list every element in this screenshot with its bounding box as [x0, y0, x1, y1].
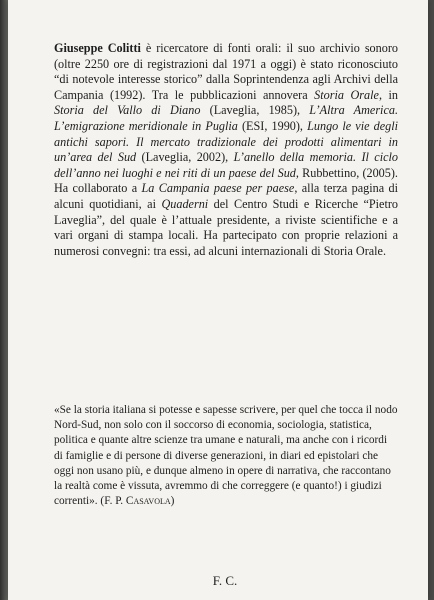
quote-text: «Se la storia italiana si potesse e sapesse scrivere, per quel che tocca il nodo Nord-Sud, non solo con il soccorso di economia, sociologia, statistica, politica e quante altre scienze tra umane e naturali, ma anche con i ricordi di famiglie e di persone di diverse generazioni, in diari ed epistolari che oggi non usano più, e dunque almeno in opere di narrativa, che raccontano la realtà come è vissuta, avremmo di che correggere (e quanto!) i giudizi correnti». [54, 404, 398, 508]
biography-title-italic: Lungo le vie degli antichi sapori. Il mercato tradizionale dei prodotti alimentari in un’area del Sud [54, 118, 398, 165]
author-name: Giuseppe Colitti [54, 41, 141, 55]
quote-attribution-open: (F. P. [97, 495, 126, 508]
author-biography [54, 41, 398, 259]
signature-initials: F. C. [212, 573, 238, 588]
biography-text-run: del Centro Studi e Ricerche “Pietro Laveglia”, del quale è l’attuale presidente, a riviste scientifiche e a vari organi di stampa locali. Ha partecipato con proprie relazioni a numerosi convegni: tra essi, ad alcuni internazionali di Storia Orale. [54, 196, 398, 258]
biography-text-run: (Laveglia, 1985), [200, 103, 310, 118]
biography-text-run: , alla terza pagina di alcuni quotidiani, ai [54, 181, 398, 211]
epigraph-quote [54, 403, 398, 509]
book-back-cover [8, 0, 428, 600]
biography-text-run: , in [378, 87, 398, 102]
biography-title-italic: La Campania paese per paese [141, 181, 295, 196]
biography-text [54, 41, 398, 258]
quote-author: Casavola [125, 495, 171, 508]
biography-title-italic: Storia Orale [314, 87, 379, 102]
biography-text-run: (ESI, 1990), [237, 118, 308, 133]
biography-title-italic: Storia del Vallo di Diano [54, 103, 201, 118]
quote-attribution-close: ) [170, 495, 175, 508]
biography-text-run: (Laveglia, 2002), [136, 150, 234, 165]
biography-title-italic: L’Altra America. L’emigrazione meridionale in Puglia [54, 103, 398, 133]
biography-text-run: , Rubbettino, (2005). Ha collaborato a [54, 165, 398, 196]
book-spine-shadow [0, 0, 8, 600]
biography-title-italic: L’anello della memoria. Il ciclo dell’anno nei luoghi e nei riti di un paese del Sud [54, 150, 398, 180]
biography-title-italic: Quaderni [161, 196, 209, 211]
biography-text-run: è ricercatore di fonti orali: il suo archivio sonoro (oltre 2250 ore di registrazioni dal 1971 a oggi) è stato riconosciuto “di notevole interesse storico” dalla Soprintendenza agli Archivi della Campania (1992). Tra le pubblicazioni annovera [54, 41, 398, 102]
